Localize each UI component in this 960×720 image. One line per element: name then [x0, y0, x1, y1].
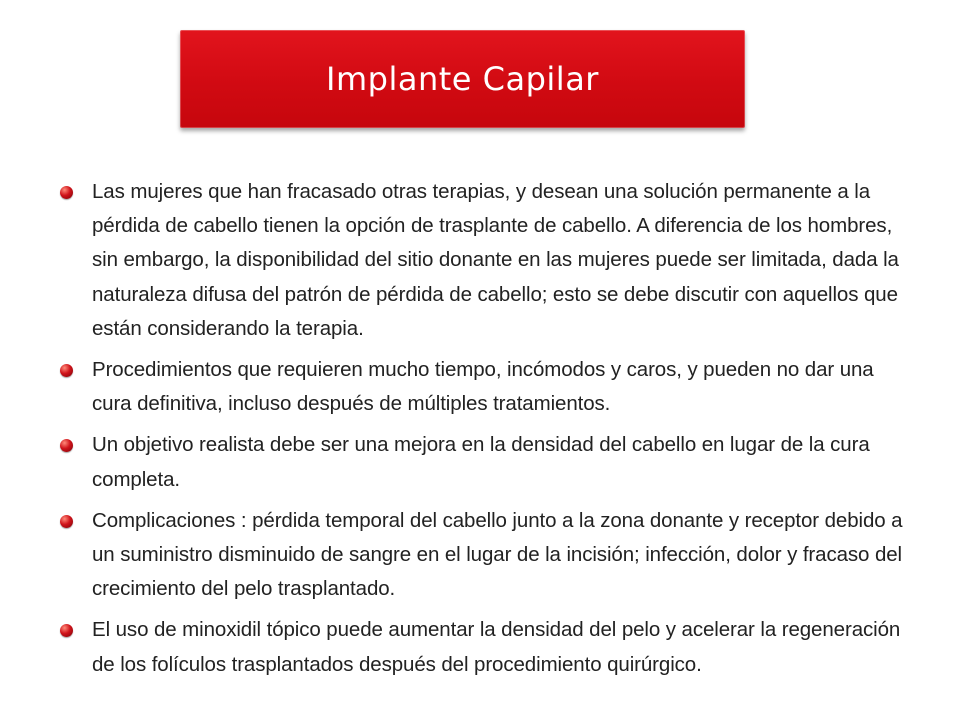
list-item — [60, 613, 910, 681]
red-sphere-bullet-icon — [60, 186, 73, 199]
red-sphere-bullet-icon — [60, 364, 73, 377]
list-item — [60, 175, 910, 346]
bullet-text: Complicaciones : pérdida temporal del cabello junto a la zona donante y receptor debido a un suministro disminuido de sangre en el lugar de la incisión; infección, dolor y fracaso del crecimiento del pelo trasplantado. — [92, 508, 903, 601]
title-banner — [180, 30, 745, 128]
red-sphere-bullet-icon — [60, 515, 73, 528]
list-item — [60, 428, 910, 496]
bullet-text: El uso de minoxidil tópico puede aumentar la densidad del pelo y acelerar la regeneración de los folículos trasplantados después del procedimiento quirúrgico. — [92, 618, 901, 676]
bullet-text: Un objetivo realista debe ser una mejora en la densidad del cabello en lugar de la cura completa. — [92, 433, 870, 491]
list-item — [60, 353, 910, 421]
list-item — [60, 504, 910, 607]
bullet-text: Las mujeres que han fracasado otras terapias, y desean una solución permanente a la pérdida de cabello tienen la opción de trasplante de cabello. A diferencia de los hombres, sin embargo, la disponibilidad del sitio donante en las mujeres puede ser limitada, dada la naturaleza difusa del patrón de pérdida de cabello; esto se debe discutir con aquellos que están considerando la terapia. — [92, 180, 899, 340]
slide-title: Implante Capilar — [326, 60, 599, 98]
bullet-text: Procedimientos que requieren mucho tiempo, incómodos y caros, y pueden no dar una cura definitiva, incluso después de múltiples tratamientos. — [92, 358, 874, 416]
red-sphere-bullet-icon — [60, 439, 73, 452]
red-sphere-bullet-icon — [60, 624, 73, 637]
bullet-list — [60, 175, 910, 689]
